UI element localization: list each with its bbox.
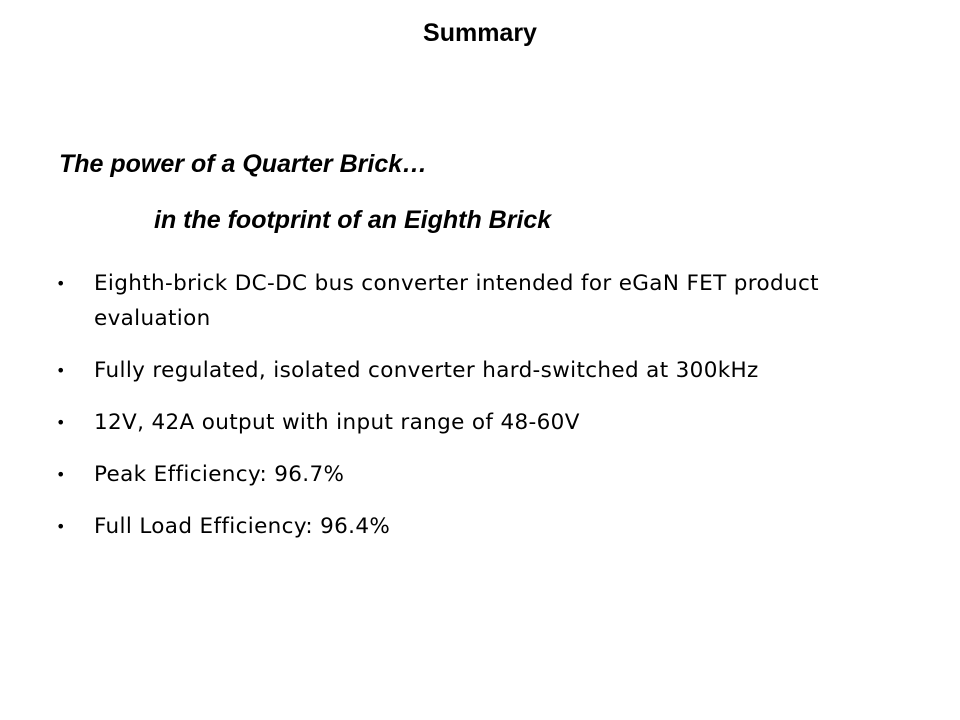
bullet-icon: •: [56, 517, 66, 536]
bullet-item: [56, 457, 906, 492]
bullet-list: [56, 266, 906, 561]
bullet-item: [56, 509, 906, 544]
bullet-item: [56, 266, 906, 336]
tagline-line-1: The power of a Quarter Brick…: [59, 150, 428, 178]
bullet-text: Peak Efficiency: 96.7%: [94, 462, 345, 487]
bullet-text: 12V, 42A output with input range of 48-60V: [94, 410, 580, 435]
tagline-line-2: in the footprint of an Eighth Brick: [154, 206, 552, 234]
bullet-icon: •: [56, 465, 66, 484]
bullet-text: Eighth-brick DC-DC bus converter intended for eGaN FET product evaluation: [94, 271, 819, 331]
bullet-icon: •: [56, 274, 66, 293]
slide-title: Summary: [423, 19, 537, 47]
bullet-item: [56, 353, 906, 388]
bullet-icon: •: [56, 361, 66, 380]
bullet-icon: •: [56, 413, 66, 432]
bullet-text: Full Load Efficiency: 96.4%: [94, 514, 391, 539]
bullet-text: Fully regulated, isolated converter hard-switched at 300kHz: [94, 358, 759, 383]
bullet-item: [56, 405, 906, 440]
